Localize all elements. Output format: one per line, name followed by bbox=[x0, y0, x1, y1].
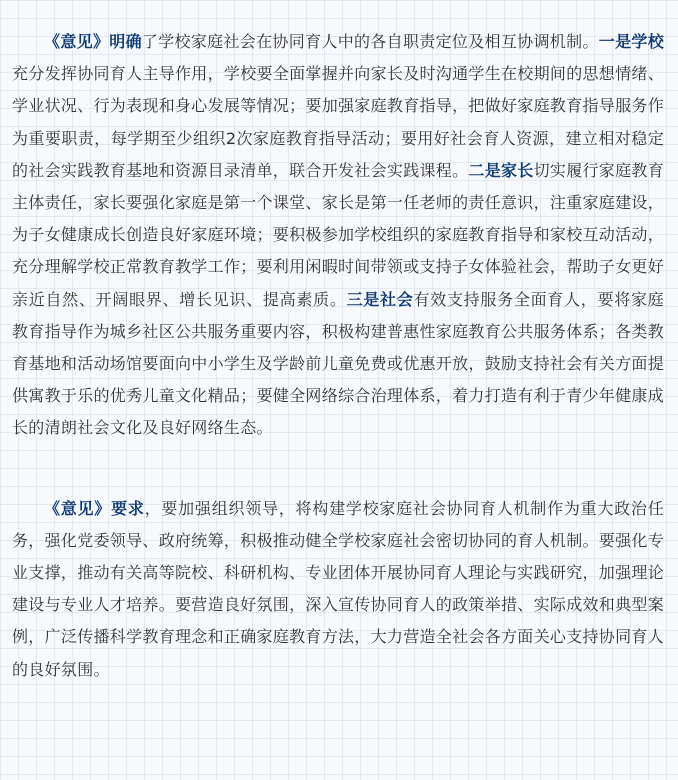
highlight-phrase: 《意见》明确 bbox=[44, 32, 142, 51]
highlight-phrase: 一是学校 bbox=[598, 32, 664, 51]
body-text: 切实履行家庭教育主体责任，家长要强化家庭是第一个课堂、家长是第一任老师的责任意识，注重家庭建设，为子女健康成长创造良好家庭环境；要积极参加学校组织的家庭教育指导和家校互动活动，充分理解学校正常教育教学工作；要利用闲暇时间带领或支持子女体验社会，帮助子女更好亲近自然、开阔眼界、增长见识、提高素质。 bbox=[12, 160, 665, 309]
paragraph-requirements bbox=[12, 493, 664, 686]
body-text: 充分发挥协同育人主导作用，学校要全面掌握并向家长及时沟通学生在校期间的思想情绪、学业状况、行为表现和身心发展等情况；要加强家庭教育指导，把做好家庭教育指导服务作为重要职责，每学期至少组织2次家庭教育指导活动；要用好社会育人资源，建立相对稳定的社会实践教育基地和资源目录清单，联合开发社会实践课程。 bbox=[12, 64, 665, 180]
body-text: 有效支持服务全面育人，要将家庭教育指导作为城乡社区公共服务重要内容，积极构建普惠性家庭教育公共服务体系；各类教育基地和活动场馆要面向中小学生及学龄前儿童免费或优惠开放，鼓励支持社会有关方面提供寓教于乐的优秀儿童文化精品；要健全网络综合治理体系，着力打造有利于青少年健康成长的清朗社会文化及良好网络生态。 bbox=[12, 289, 665, 438]
body-text: ，要加强组织领导，将构建学校家庭社会协同育人机制作为重大政治任务，强化党委领导、政府统筹，积极推动健全学校家庭社会密切协同的育人机制。要强化专业支撑，推动有关高等院校、科研机构、专业团体开展协同育人理论与实践研究，加强理论建设与专业人才培养。要营造良好氛围，深入宣传协同育人的政策举措、实际成效和典型案例，广泛传播科学教育理念和正确家庭教育方法，大力营造全社会各方面关心支持协同育人的良好氛围。 bbox=[12, 498, 665, 679]
body-text: 了学校家庭社会在协同育人中的各自职责定位及相互协调机制。 bbox=[141, 32, 599, 51]
highlight-phrase: 二是家长 bbox=[468, 160, 534, 180]
paragraph-responsibilities bbox=[12, 26, 664, 445]
highlight-phrase: 《意见》要求 bbox=[44, 498, 145, 518]
article-body bbox=[12, 26, 664, 686]
highlight-phrase: 三是社会 bbox=[346, 289, 414, 309]
